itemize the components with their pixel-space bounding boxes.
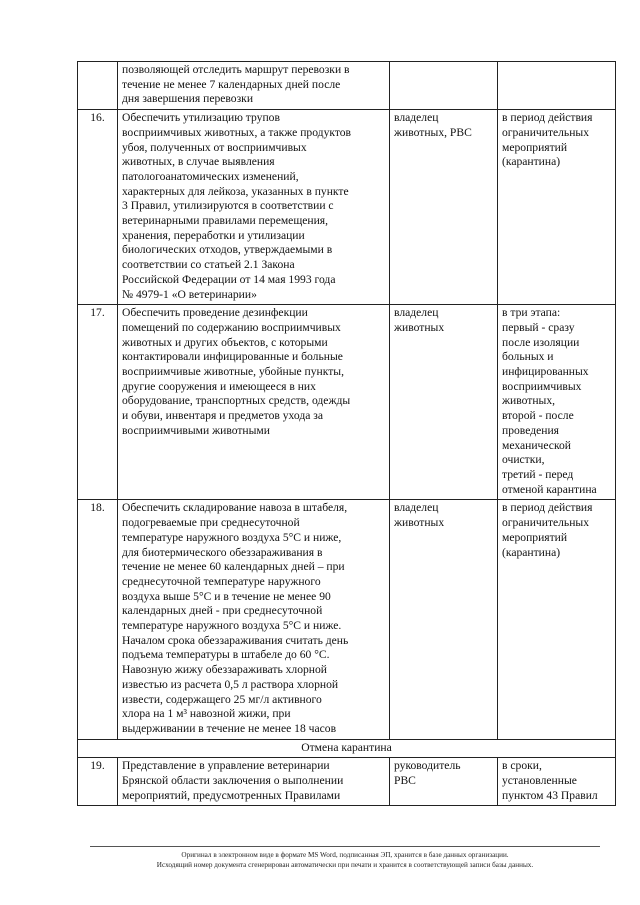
text-line: в сроки,: [502, 759, 542, 773]
text-line: выдерживании в течение не менее 18 часов: [122, 721, 337, 735]
text-line: восприимчивыми животными: [122, 423, 270, 437]
table-row: [78, 110, 616, 305]
responsible-cell: [390, 758, 498, 806]
text-line: (карантина): [502, 155, 561, 169]
text-line: температуре наружного воздуха 5°С и ниже.: [122, 619, 342, 633]
measure-cell: [118, 500, 390, 739]
text-line: Обеспечить утилизацию трупов: [122, 111, 280, 125]
footer-line: Исходящий номер документа сгенерирован автоматически при печати и хранится в соответствующей записи базы данных.: [156, 861, 534, 869]
text-line: мероприятий, предусмотренных Правилами: [122, 788, 341, 802]
text-line: подогреваемые при среднесуточной: [122, 516, 300, 530]
row-number-cell: [78, 62, 118, 110]
text-line: (карантина): [502, 545, 561, 559]
text-line: животных и других объектов, с которыми: [122, 335, 328, 349]
text-line: владелец: [394, 111, 439, 125]
text-line: в три этапа:: [502, 306, 561, 320]
text-line: Навозную жижу обеззараживать хлорной: [122, 663, 328, 677]
text-line: хранения, переработки и утилизации: [122, 228, 305, 242]
text-line: Обеспечить складирование навоза в штабеля,: [122, 501, 348, 515]
section-row: [78, 739, 616, 758]
text-line: инфицированных: [502, 365, 589, 379]
text-line: первый - сразу: [502, 320, 575, 334]
text-line: восприимчивые животные, убойные пункты,: [122, 365, 344, 379]
text-line: дня завершения перевозки: [122, 92, 254, 106]
text-line: отменой карантина: [502, 482, 597, 496]
text-line: известью из расчета 0,5 л раствора хлорной: [122, 677, 339, 691]
text-line: второй - после: [502, 409, 574, 423]
text-line: соответствии со статьей 2.1 Закона: [122, 258, 295, 272]
text-line: мероприятий: [502, 140, 568, 154]
responsible-cell: [390, 62, 498, 110]
text-line: 3 Правил, утилизируются в соответствии с: [122, 199, 334, 213]
text-line: Брянской области заключения о выполнении: [122, 774, 344, 788]
table-row-continuation: [78, 62, 616, 110]
text-line: и обуви, инвентаря и предметов ухода за: [122, 409, 324, 423]
row-number: 19.: [78, 758, 118, 806]
deadline-cell: [498, 62, 616, 110]
measures-table: [77, 61, 616, 806]
footer-divider: [90, 846, 600, 847]
text-line: патологоанатомических изменений,: [122, 169, 299, 183]
text-line: животных: [394, 516, 445, 530]
text-line: животных,: [502, 394, 556, 408]
text-line: помещений по содержанию восприимчивых: [122, 320, 341, 334]
text-line: оборудование, транспортных средств, одежды: [122, 394, 351, 408]
table-row: [78, 758, 616, 806]
text-line: владелец: [394, 501, 439, 515]
section-title: Отмена карантина: [78, 739, 616, 758]
row-number: 18.: [78, 500, 118, 739]
text-line: ограничительных: [502, 125, 590, 139]
text-line: биологических отходов, утверждаемыми в: [122, 243, 333, 257]
text-line: Началом срока обеззараживания считать день: [122, 633, 349, 647]
text-line: убоя, полученных от восприимчивых: [122, 140, 307, 154]
text-line: РВС: [394, 774, 416, 788]
text-line: животных, в случае выявления: [122, 155, 275, 169]
responsible-cell: [390, 305, 498, 500]
text-line: Представление в управление ветеринарии: [122, 759, 330, 773]
text-line: животных, РВС: [394, 125, 472, 139]
text-line: течение не менее 60 календарных дней – при: [122, 560, 345, 574]
text-line: мероприятий: [502, 530, 568, 544]
responsible-cell: [390, 110, 498, 305]
text-line: больных и: [502, 350, 554, 364]
text-line: механической: [502, 438, 571, 452]
text-line: ветеринарными правилами перемещения,: [122, 214, 329, 228]
text-line: проведения: [502, 423, 559, 437]
text-line: очистки,: [502, 453, 545, 467]
text-line: владелец: [394, 306, 439, 320]
text-line: температуре наружного воздуха 5°С и ниже,: [122, 530, 342, 544]
row-number: 17.: [78, 305, 118, 500]
text-line: позволяющей отследить маршрут перевозки в: [122, 63, 350, 76]
text-line: в период действия: [502, 501, 593, 515]
measure-cell: [118, 305, 390, 500]
responsible-cell: [390, 500, 498, 739]
measure-cell: [118, 758, 390, 806]
deadline-cell: [498, 305, 616, 500]
footer-line: Оригинал в электронном виде в формате MS Word, подписанная ЭП, хранится в базе данных организации.: [181, 851, 509, 859]
text-line: течение не менее 7 календарных дней после: [122, 77, 341, 91]
text-line: другие сооружения и имеющееся в них: [122, 379, 316, 393]
text-line: руководитель: [394, 759, 461, 773]
row-number: 16.: [78, 110, 118, 305]
text-line: установленные: [502, 774, 577, 788]
text-line: в период действия: [502, 111, 593, 125]
text-line: извести, содержащего 25 мг/л активного: [122, 692, 322, 706]
table-row: [78, 500, 616, 739]
text-line: контактировали инфицированные и больные: [122, 350, 343, 364]
deadline-cell: [498, 110, 616, 305]
text-line: хлора на 1 м³ навозной жижи, при: [122, 707, 291, 721]
text-line: подъема температуры в штабеле до 60 °С.: [122, 648, 330, 662]
text-line: животных: [394, 320, 445, 334]
text-line: воздуха выше 5°С и в течение не менее 90: [122, 589, 331, 603]
text-line: третий - перед: [502, 467, 574, 481]
footer-note: [90, 850, 600, 870]
table-row: [78, 305, 616, 500]
text-line: восприимчивых животных, а также продуктов: [122, 125, 352, 139]
text-line: Обеспечить проведение дезинфекции: [122, 306, 308, 320]
text-line: пунктом 43 Правил: [502, 788, 598, 802]
text-line: ограничительных: [502, 516, 590, 530]
text-line: № 4979-1 «О ветеринарии»: [122, 287, 257, 301]
text-line: характерных для лейкоза, указанных в пункте: [122, 184, 349, 198]
deadline-cell: [498, 500, 616, 739]
text-line: для биотермического обеззараживания в: [122, 545, 323, 559]
text-line: после изоляции: [502, 335, 580, 349]
text-line: календарных дней - при среднесуточной: [122, 604, 323, 618]
deadline-cell: [498, 758, 616, 806]
text-line: Российской Федерации от 14 мая 1993 года: [122, 272, 336, 286]
text-line: восприимчивых: [502, 379, 582, 393]
text-line: среднесуточной температуре наружного: [122, 574, 321, 588]
measure-cell: [118, 62, 390, 110]
measure-cell: [118, 110, 390, 305]
